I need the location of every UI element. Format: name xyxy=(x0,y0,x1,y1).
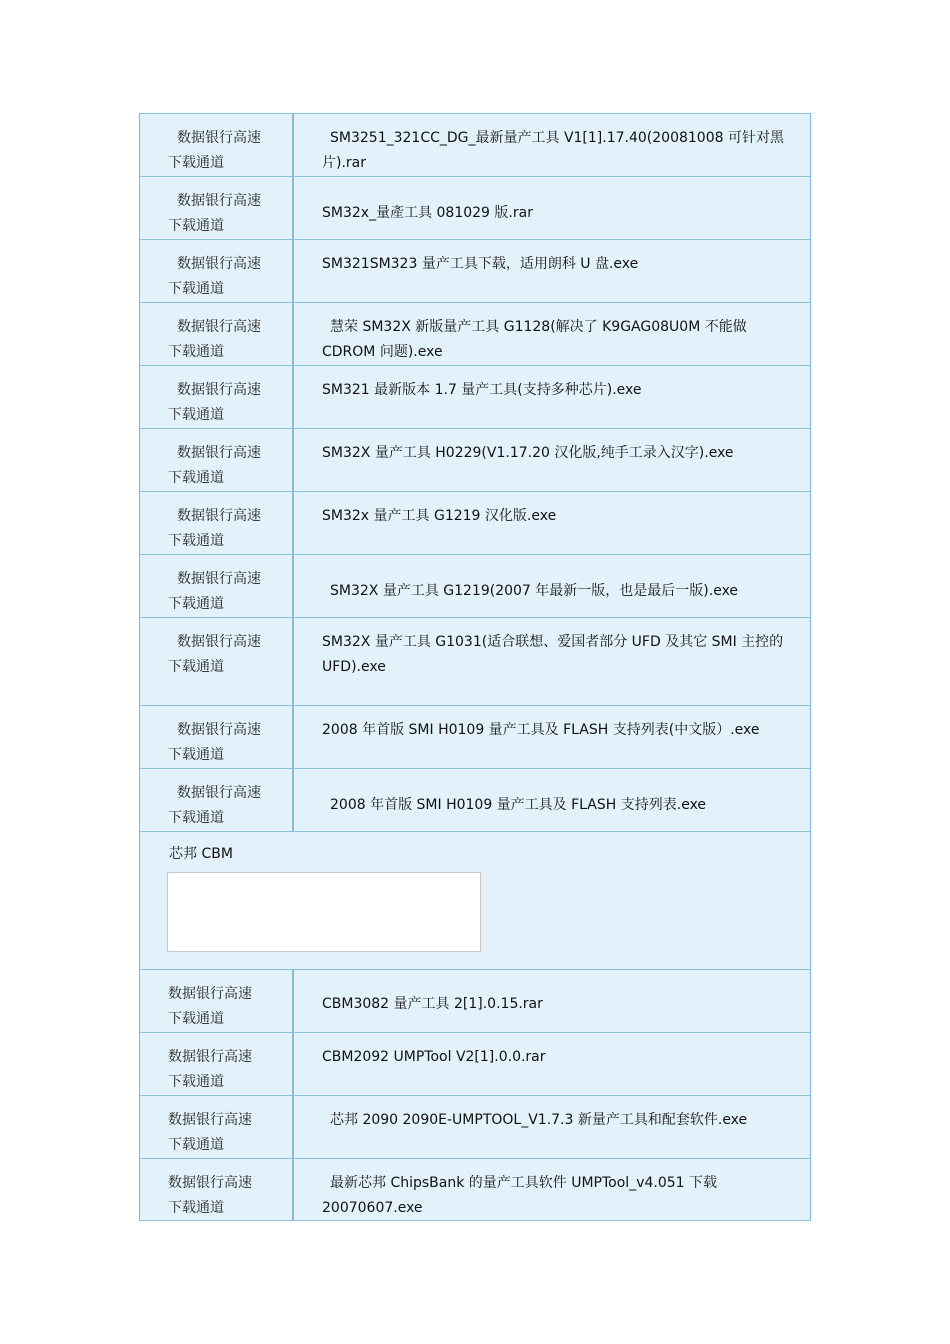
file-name: SM32X 量产工具 G1031(适合联想、爱国者部分 UFD 及其它 SMI 主控的 UFD).exe xyxy=(322,634,784,675)
file-name: 2008 年首版 SMI H0109 量产工具及 FLASH 支持列表(中文版）.exe xyxy=(322,722,760,738)
channel-label-line1: 数据银行高速 xyxy=(177,571,261,587)
download-channel-link[interactable] xyxy=(140,1096,294,1158)
file-name: CBM3082 量产工具 2[1].0.15.rar xyxy=(322,996,543,1012)
channel-label-line1: 数据银行高速 xyxy=(168,1112,252,1128)
table-row xyxy=(139,768,811,831)
table-row xyxy=(139,705,811,768)
file-name: 2008 年首版 SMI H0109 量产工具及 FLASH 支持列表.exe xyxy=(330,797,707,813)
table-row xyxy=(139,302,811,365)
channel-label-line1: 数据银行高速 xyxy=(177,130,261,146)
download-channel-link[interactable] xyxy=(140,177,294,239)
file-name: SM32x 量产工具 G1219 汉化版.exe xyxy=(322,508,557,524)
download-channel-link[interactable] xyxy=(140,114,294,176)
file-name: SM32X 量产工具 H0229(V1.17.20 汉化版,纯手工录入汉字).exe xyxy=(322,445,734,461)
channel-label-line2: 下载通道 xyxy=(168,1011,224,1027)
channel-label-line1: 数据银行高速 xyxy=(177,634,261,650)
download-channel-link[interactable] xyxy=(140,555,294,617)
table-row xyxy=(139,1095,811,1158)
table-row xyxy=(139,176,811,239)
table-row xyxy=(139,617,811,705)
channel-label-line2: 下载通道 xyxy=(168,344,224,360)
table-row xyxy=(139,239,811,302)
channel-label-line2: 下载通道 xyxy=(168,470,224,486)
channel-label-line2: 下载通道 xyxy=(168,747,224,763)
channel-label-line1: 数据银行高速 xyxy=(168,1175,252,1191)
file-name: SM32x_量產工具 081029 版.rar xyxy=(322,205,533,221)
channel-label-line1: 数据银行高速 xyxy=(177,256,261,272)
download-channel-link[interactable] xyxy=(140,429,294,491)
download-channel-link[interactable] xyxy=(140,618,294,705)
table-row xyxy=(139,491,811,554)
file-name: SM3251_321CC_DG_最新量产工具 V1[1].17.40(20081008 可针对黑片).rar xyxy=(322,130,784,171)
download-channel-link[interactable] xyxy=(140,1033,294,1095)
channel-label-line2: 下载通道 xyxy=(168,407,224,423)
table-row xyxy=(139,554,811,617)
channel-label-line1: 数据银行高速 xyxy=(177,193,261,209)
cbm-tool-list xyxy=(139,969,811,1221)
download-channel-link[interactable] xyxy=(140,769,294,831)
file-name: 最新芯邦 ChipsBank 的量产工具软件 UMPTool_v4.051 下载 20070607.exe xyxy=(322,1175,718,1216)
table-row xyxy=(139,428,811,491)
channel-label-line2: 下载通道 xyxy=(168,810,224,826)
channel-label-line2: 下载通道 xyxy=(168,155,224,171)
channel-label-line2: 下载通道 xyxy=(168,1074,224,1090)
channel-label-line1: 数据银行高速 xyxy=(168,1049,252,1065)
section-header-cbm xyxy=(139,831,811,969)
channel-label-line2: 下载通道 xyxy=(168,281,224,297)
file-name: 慧荣 SM32X 新版量产工具 G1128(解决了 K9GAG08U0M 不能做 CDROM 问题).exe xyxy=(322,319,747,360)
file-name: 芯邦 2090 2090E-UMPTOOL_V1.7.3 新量产工具和配套软件.exe xyxy=(330,1112,748,1128)
download-channel-link[interactable] xyxy=(140,970,294,1032)
download-channel-link[interactable] xyxy=(140,240,294,302)
table-row xyxy=(139,1032,811,1095)
smi-tool-list xyxy=(139,113,811,831)
channel-label-line1: 数据银行高速 xyxy=(177,722,261,738)
image-placeholder xyxy=(167,872,481,952)
file-name: SM321SM323 量产工具下载，适用朗科 U 盘.exe xyxy=(322,256,639,272)
download-channel-link[interactable] xyxy=(140,366,294,428)
table-row xyxy=(139,365,811,428)
channel-label-line2: 下载通道 xyxy=(168,218,224,234)
table-row xyxy=(139,1158,811,1221)
channel-label-line1: 数据银行高速 xyxy=(177,319,261,335)
channel-label-line2: 下载通道 xyxy=(168,533,224,549)
download-channel-link[interactable] xyxy=(140,1159,294,1220)
table-row xyxy=(139,113,811,176)
file-name: CBM2092 UMPTool V2[1].0.0.rar xyxy=(322,1049,546,1065)
channel-label-line2: 下载通道 xyxy=(168,1137,224,1153)
channel-label-line2: 下载通道 xyxy=(168,659,224,675)
download-channel-link[interactable] xyxy=(140,492,294,554)
channel-label-line1: 数据银行高速 xyxy=(177,445,261,461)
channel-label-line1: 数据银行高速 xyxy=(177,508,261,524)
channel-label-line1: 数据银行高速 xyxy=(177,382,261,398)
download-channel-link[interactable] xyxy=(140,706,294,768)
channel-label-line1: 数据银行高速 xyxy=(177,785,261,801)
section-title: 芯邦 CBM xyxy=(169,846,233,862)
download-channel-link[interactable] xyxy=(140,303,294,365)
file-name: SM321 最新版本 1.7 量产工具(支持多种芯片).exe xyxy=(322,382,642,398)
table-row xyxy=(139,969,811,1032)
channel-label-line2: 下载通道 xyxy=(168,596,224,612)
download-table xyxy=(139,113,811,1221)
channel-label-line2: 下载通道 xyxy=(168,1200,224,1216)
channel-label-line1: 数据银行高速 xyxy=(168,986,252,1002)
file-name: SM32X 量产工具 G1219(2007 年最新一版，也是最后一版).exe xyxy=(330,583,739,599)
